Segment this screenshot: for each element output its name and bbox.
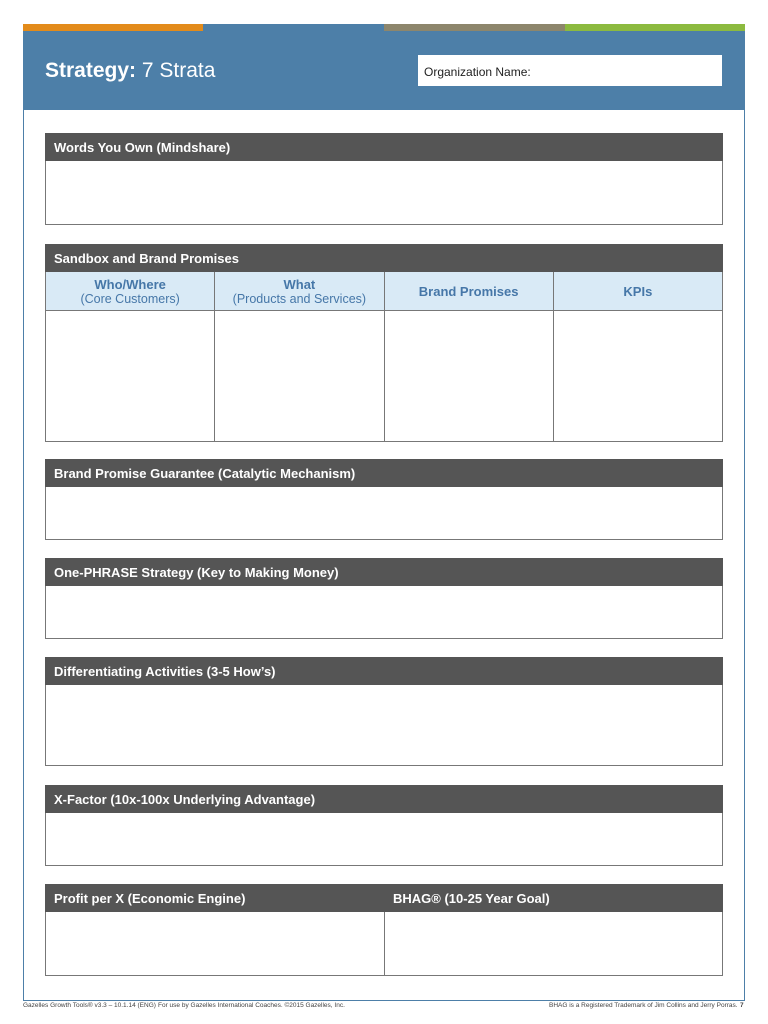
one-phrase-strategy-field[interactable] — [45, 586, 723, 639]
kpis-field[interactable] — [554, 311, 722, 441]
color-strip — [23, 24, 745, 31]
strip-segment-taupe — [384, 24, 565, 31]
column-title: KPIs — [623, 283, 653, 299]
footer-trademark: BHAG is a Registered Trademark of Jim Collins and Jerry Porras. — [549, 1002, 738, 1009]
section-sandbox — [45, 244, 723, 442]
brand-promise-guarantee-field[interactable] — [45, 487, 723, 540]
strip-segment-blue — [203, 24, 384, 31]
brand-promises-field[interactable] — [385, 311, 554, 441]
page-number: 7 — [740, 1002, 744, 1009]
strip-segment-green — [565, 24, 745, 31]
section-header: Words You Own (Mindshare) — [45, 133, 723, 161]
page-title — [45, 59, 215, 83]
profit-bhag-body — [45, 912, 723, 976]
title-bold: Strategy: — [45, 59, 137, 82]
section-header: Differentiating Activities (3-5 How’s) — [45, 657, 723, 685]
column-header-kpis — [554, 272, 722, 310]
footer-version: Gazelles Growth Tools® v3.3 – 10.1.14 (ENG) — [23, 1002, 156, 1009]
column-title: Brand Promises — [418, 283, 519, 299]
section-differentiating-activities — [45, 657, 723, 766]
sandbox-column-headers — [45, 272, 723, 311]
differentiating-activities-field[interactable] — [45, 685, 723, 766]
bhag-field[interactable] — [385, 912, 723, 975]
column-header-brand-promises — [385, 272, 554, 310]
title-rest: 7 Strata — [136, 59, 216, 82]
column-header-who-where — [46, 272, 215, 310]
bhag-header: BHAG® (10-25 Year Goal) — [393, 891, 550, 906]
section-header: X-Factor (10x-100x Underlying Advantage) — [45, 785, 723, 813]
section-header: Sandbox and Brand Promises — [45, 244, 723, 272]
page-header — [23, 31, 745, 110]
who-where-field[interactable] — [46, 311, 215, 441]
profit-bhag-headers — [45, 884, 723, 912]
section-brand-promise-guarantee — [45, 459, 723, 540]
column-subtitle: (Products and Services) — [232, 291, 367, 306]
footer-usage: For use by Gazelles International Coaches. ©2015 Gazelles, Inc. — [158, 1002, 345, 1009]
what-field[interactable] — [215, 311, 384, 441]
words-you-own-field[interactable] — [45, 161, 723, 225]
section-header: Brand Promise Guarantee (Catalytic Mechanism) — [45, 459, 723, 487]
section-x-factor — [45, 785, 723, 866]
strip-segment-orange — [23, 24, 203, 31]
bottom-rule — [23, 1000, 745, 1001]
section-header: One-PHRASE Strategy (Key to Making Money) — [45, 558, 723, 586]
section-words-you-own — [45, 133, 723, 225]
organization-name-field[interactable] — [418, 55, 722, 86]
organization-name-label: Organization Name: — [424, 65, 531, 79]
profit-per-x-header: Profit per X (Economic Engine) — [54, 891, 246, 906]
column-title: What — [283, 276, 316, 292]
column-subtitle: (Core Customers) — [80, 291, 180, 306]
column-header-what — [215, 272, 384, 310]
sandbox-body — [45, 311, 723, 442]
column-title: Who/Where — [94, 276, 166, 292]
profit-per-x-field[interactable] — [46, 912, 385, 975]
section-one-phrase-strategy — [45, 558, 723, 639]
section-profit-bhag — [45, 884, 723, 976]
x-factor-field[interactable] — [45, 813, 723, 866]
